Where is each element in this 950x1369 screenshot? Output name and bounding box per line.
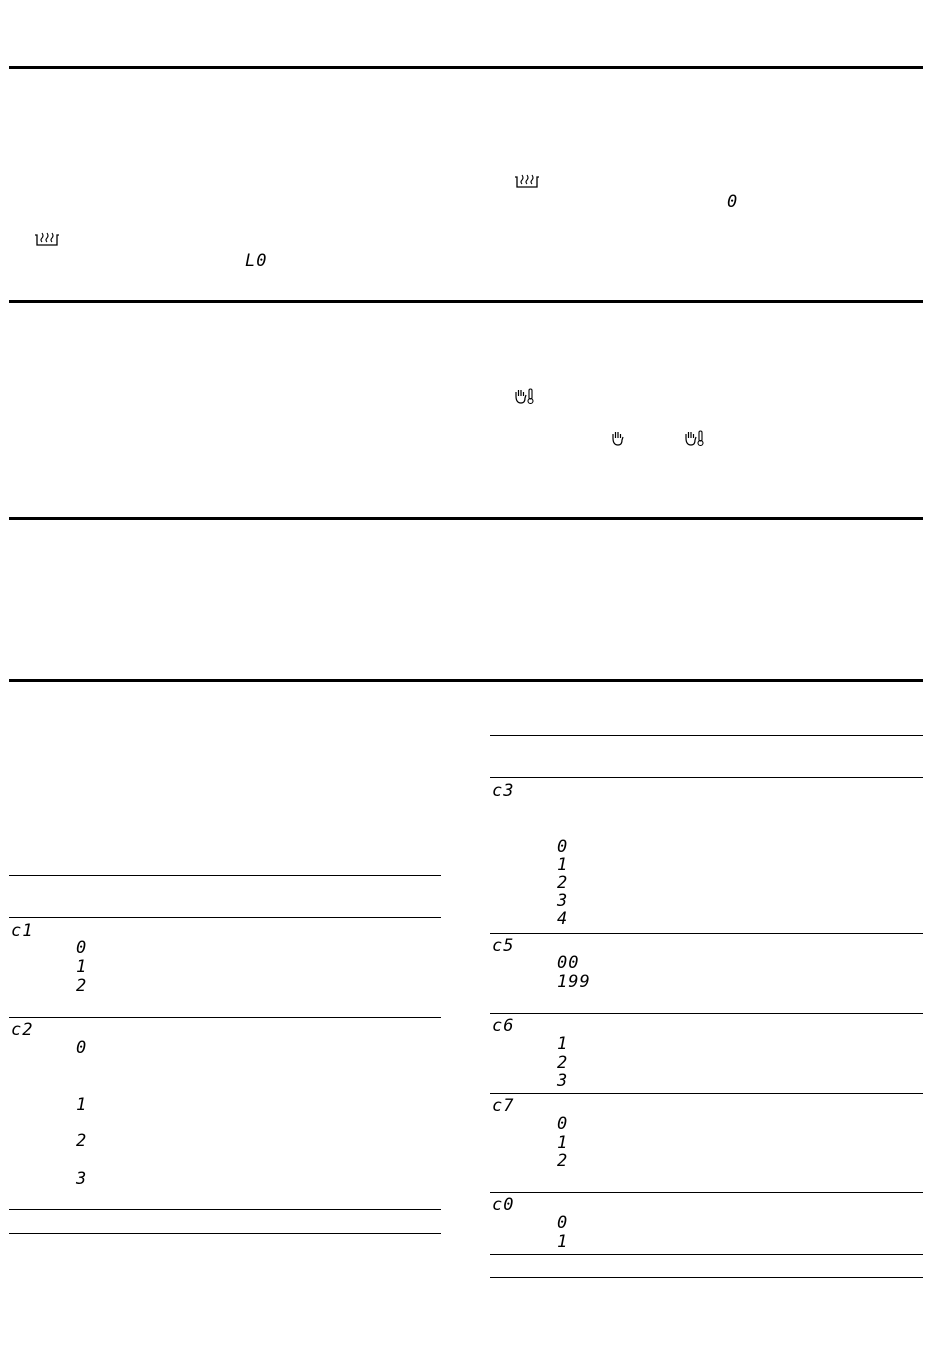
setting-value: 3: [557, 1071, 569, 1091]
table-right-row-rule: [490, 1254, 923, 1255]
table-right-row-rule: [490, 933, 923, 934]
setting-code-c7: c7: [492, 1096, 515, 1116]
hand-icon: [610, 429, 626, 447]
setting-code-c0: c0: [492, 1195, 515, 1215]
setting-code-c2: c2: [11, 1020, 34, 1040]
setting-value: 1: [557, 1232, 569, 1252]
table-right-bottom-rule: [490, 1277, 923, 1278]
setting-value: 0: [76, 938, 88, 958]
table-left-row-rule: [9, 1017, 441, 1018]
table-right-row-rule: [490, 1192, 923, 1193]
hand-thermometer-icon: [683, 429, 707, 447]
pot-warming-icon: [513, 172, 541, 190]
setting-value: 3: [76, 1169, 88, 1189]
section-rule-1: [9, 66, 923, 69]
table-right-top-rule: [490, 735, 923, 736]
setting-value: 1: [557, 1133, 569, 1153]
table-right-row-rule: [490, 1013, 923, 1014]
setting-code-c6: c6: [492, 1016, 515, 1036]
setting-code-c1: c1: [11, 921, 34, 941]
section-rule-2: [9, 300, 923, 303]
table-left-top-rule: [9, 875, 441, 876]
table-left-row-rule: [9, 1209, 441, 1210]
table-right-header-rule: [490, 777, 923, 778]
setting-value: 2: [557, 1151, 569, 1171]
setting-value: 2: [76, 1131, 88, 1151]
setting-value: 3: [557, 891, 569, 911]
hand-thermometer-icon: [513, 387, 537, 405]
display-value-zero: 0: [727, 192, 739, 212]
display-value-lo: L0: [245, 251, 268, 271]
setting-value: 199: [557, 972, 591, 992]
setting-value: 0: [557, 837, 569, 857]
table-left-bottom-rule: [9, 1233, 441, 1234]
table-right-row-rule: [490, 1093, 923, 1094]
setting-value: 0: [557, 1114, 569, 1134]
setting-value: 2: [557, 873, 569, 893]
section-rule-3: [9, 517, 923, 520]
table-left-header-rule: [9, 917, 441, 918]
setting-value: 2: [76, 976, 88, 996]
setting-code-c3: c3: [492, 781, 515, 801]
setting-value: 4: [557, 909, 569, 929]
setting-value: 00: [557, 953, 580, 973]
setting-value: 1: [557, 1034, 569, 1054]
setting-value: 1: [76, 957, 88, 977]
setting-value: 0: [557, 1213, 569, 1233]
setting-value: 2: [557, 1053, 569, 1073]
pot-warming-icon: [33, 230, 61, 248]
setting-value: 1: [557, 855, 569, 875]
setting-value: 1: [76, 1095, 88, 1115]
setting-value: 0: [76, 1038, 88, 1058]
setting-code-c5: c5: [492, 936, 515, 956]
section-rule-4: [9, 679, 923, 682]
